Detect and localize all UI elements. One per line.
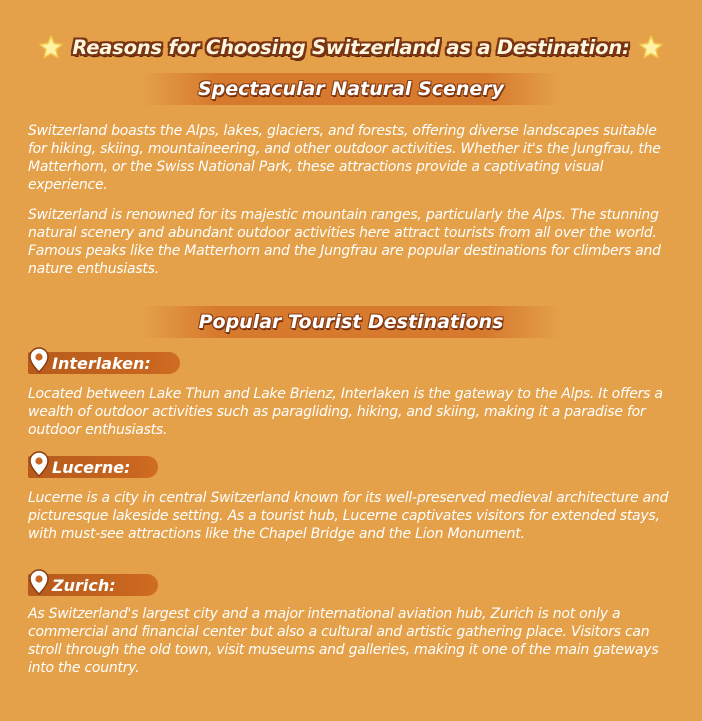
section-heading-destinations (140, 306, 562, 338)
location-pin-icon (28, 451, 50, 477)
section-heading-text: Spectacular Natural Scenery (197, 78, 505, 100)
main-title (0, 30, 702, 64)
destination-label-zurich (28, 574, 158, 596)
destination-label-interlaken (28, 352, 180, 374)
location-pin-icon (28, 569, 50, 595)
star-icon (638, 34, 664, 60)
destination-name: Lucerne: (52, 457, 131, 477)
location-pin-icon (28, 347, 50, 373)
page-title: Reasons for Choosing Switzerland as a Destination: (72, 35, 630, 59)
destination-label-lucerne (28, 456, 158, 478)
destination-description: Located between Lake Thun and Lake Brienz, Interlaken is the gateway to the Alps. It offers a wealth of outdoor activities such as paragliding, hiking, and skiing, making it a paradise for outdoor enthusiasts. (28, 386, 663, 438)
destination-description: As Switzerland's largest city and a major international aviation hub, Zurich is not only a commercial and financial center but also a cultural and artistic gathering place. Visitors can stroll through the old town, visit museums and galleries, making it one of the main gateways into the country. (28, 606, 659, 676)
star-icon (38, 34, 64, 60)
destination-name: Zurich: (52, 575, 116, 595)
scenery-paragraph: Switzerland boasts the Alps, lakes, glaciers, and forests, offering diverse landscapes suitable for hiking, skiing, mountaineering, and other outdoor activities. Whether it's the Jungfrau, the Matterhorn, or the Swiss National Park, these attractions provide a captivating visual experience. (28, 123, 661, 193)
section-heading-text: Popular Tourist Destinations (198, 311, 504, 333)
destination-name: Interlaken: (52, 353, 151, 373)
section-heading-scenery (140, 73, 562, 105)
scenery-paragraph: Switzerland is renowned for its majestic mountain ranges, particularly the Alps. The stunning natural scenery and abundant outdoor activities here attract tourists from all over the world. Famous peaks like the Matterhorn and the Jungfrau are popular destinations for climbers and nature enthusiasts. (28, 207, 661, 277)
destination-description: Lucerne is a city in central Switzerland known for its well-preserved medieval architecture and picturesque lakeside setting. As a tourist hub, Lucerne captivates visitors for extended stays, with must-see attractions like the Chapel Bridge and the Lion Monument. (28, 490, 669, 542)
